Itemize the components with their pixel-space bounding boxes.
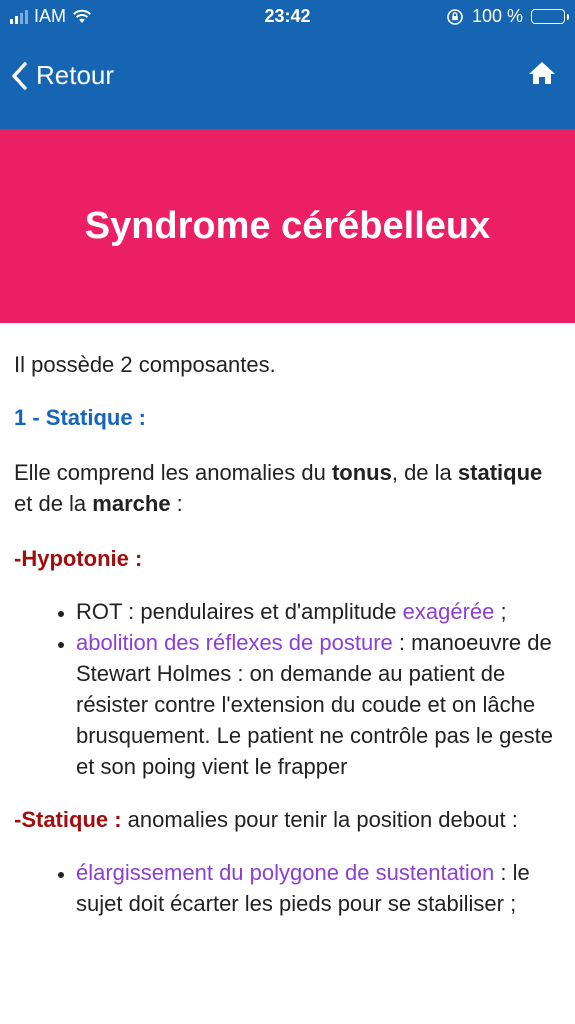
- status-bar: [0, 0, 575, 34]
- desc-text: :: [170, 491, 183, 516]
- link-polygone-sustentation[interactable]: élargissement du polygone de sustentation: [76, 860, 495, 885]
- list-item: [76, 627, 561, 782]
- article-content: [0, 323, 575, 919]
- desc-text: , de la: [391, 460, 458, 485]
- list-item-text: ;: [494, 599, 507, 624]
- desc-bold-marche: marche: [92, 491, 171, 516]
- link-exageree[interactable]: exagérée: [402, 599, 495, 624]
- list-item-text: : le sujet doit écarter les pieds pour se stabiliser ;: [76, 860, 530, 916]
- home-button[interactable]: [527, 60, 557, 91]
- rotation-lock-icon: [446, 8, 464, 26]
- status-time: 23:42: [264, 6, 311, 26]
- list-item: [76, 596, 561, 627]
- statique-paragraph: [14, 804, 561, 835]
- desc-text: Elle comprend les anomalies du: [14, 460, 332, 485]
- battery-percent: 100 %: [471, 6, 523, 26]
- carrier-label: IAM: [34, 6, 67, 26]
- list-item-text: : manoeuvre de Stewart Holmes : on demande au patient de résister contre l'extension du coude et on lâche brusquement. Le patient ne contrôle pas le geste et son poing vient le frapper: [76, 630, 553, 779]
- home-icon: [527, 60, 557, 86]
- hypotonie-list: [14, 596, 561, 782]
- subheading-hypotonie: -Hypotonie :: [14, 546, 143, 571]
- section-heading-statique: 1 - Statique :: [14, 405, 147, 430]
- back-button[interactable]: [10, 60, 114, 91]
- battery-icon: [531, 9, 565, 24]
- top-bar: [0, 0, 575, 129]
- desc-bold-statique: statique: [457, 460, 543, 485]
- desc-bold-tonus: tonus: [331, 460, 392, 485]
- statique-text: anomalies pour tenir la position debout :: [121, 807, 518, 832]
- desc-text: et de la: [14, 491, 93, 516]
- link-abolition-reflexes[interactable]: abolition des réflexes de posture: [76, 630, 393, 655]
- chevron-left-icon: [10, 61, 28, 91]
- intro-text: Il possède 2 composantes.: [14, 352, 276, 377]
- nav-bar: [0, 56, 575, 100]
- back-label: Retour: [36, 60, 115, 90]
- page-title: Syndrome cérébelleux: [84, 204, 491, 247]
- list-item-text: ROT : pendulaires et d'amplitude: [76, 599, 403, 624]
- section-description: [14, 457, 561, 519]
- list-item: [76, 857, 561, 919]
- subheading-statique: -Statique :: [14, 807, 122, 832]
- title-banner: [0, 129, 575, 323]
- statique-list: [14, 857, 561, 919]
- status-right: [446, 6, 565, 27]
